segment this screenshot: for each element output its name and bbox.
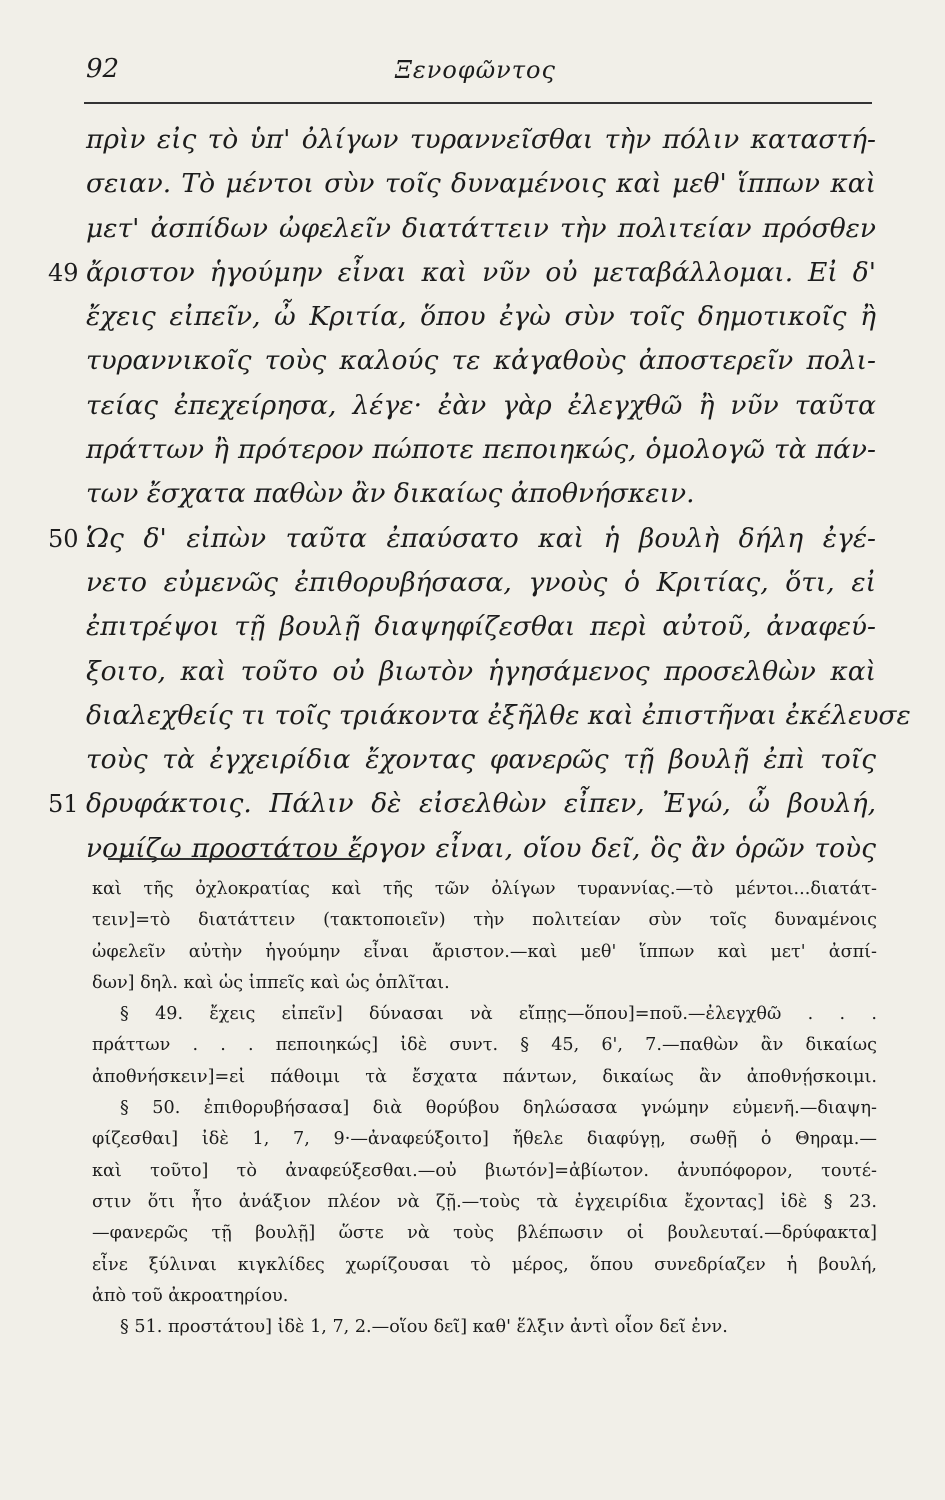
text-line bbox=[86, 384, 876, 428]
footnote-line: ἀποθνήσκειν]=εἰ πάθοιμι τὰ ἔσχατα πάντων, δικαίως ἂν ἀποθνῄσκοιμι. bbox=[92, 1066, 877, 1087]
section-number: 50 bbox=[48, 524, 79, 553]
footnote-line: καὶ τοῦτο] τὸ ἀναφεύξεσθαι.—οὐ βιωτόν]=ἀβίωτον. ἀνυπόφορον, τουτέ- bbox=[92, 1160, 877, 1181]
footnote-line: δων] δηλ. καὶ ὡς ἱππεῖς καὶ ὡς ὁπλῖται. bbox=[92, 972, 450, 993]
main-text bbox=[48, 118, 911, 871]
line-text: πρὶν εἰς τὸ ὑπ' ὀλίγων τυραννεῖσθαι τὴν πόλιν καταστή- bbox=[86, 124, 876, 155]
line-text: τείας ἐπεχείρησα, λέγε· ἐὰν γὰρ ἐλεγχθῶ ἢ νῦν ταῦτα bbox=[86, 389, 876, 421]
page-number: 92 bbox=[86, 54, 120, 84]
text-line bbox=[86, 561, 876, 605]
text-line bbox=[86, 118, 876, 162]
line-text: ἔχεις εἰπεῖν, ὦ Κριτία, ὅπου ἐγὼ σὺν τοῖς δημοτικοῖς ἢ bbox=[86, 301, 876, 333]
text-line bbox=[86, 694, 911, 738]
text-line bbox=[86, 738, 876, 782]
text-line bbox=[48, 517, 876, 561]
line-text: τυραννικοῖς τοὺς καλούς τε κἀγαθοὺς ἀποστερεῖν πολι- bbox=[86, 345, 876, 377]
footnote-rule bbox=[108, 858, 362, 860]
line-text: δρυφάκτοις. Πάλιν δὲ εἰσελθὼν εἶπεν, Ἐγώ, ὦ βουλή, bbox=[86, 788, 876, 820]
section-number: 49 bbox=[48, 258, 79, 287]
footnote-line: § 51. προστάτου] ἰδὲ 1, 7, 2.—οἵου δεῖ] καθ' ἕλξιν ἀντὶ οἷον δεῖ ἐνν. bbox=[120, 1317, 728, 1338]
footnote-line: τειν]=τὸ διατάττειν (τακτοποιεῖν) τὴν πολιτείαν σὺν τοῖς δυναμένοις bbox=[92, 910, 877, 931]
line-text: διαλεχθείς τι τοῖς τριάκοντα ἐξῆλθε καὶ ἐπιστῆναι ἐκέλευσε bbox=[86, 699, 911, 731]
line-text: των ἔσχατα παθὼν ἂν δικαίως ἀποθνήσκειν. bbox=[86, 478, 695, 510]
text-line bbox=[48, 251, 876, 295]
footnote-line: ὠφελεῖν αὐτὴν ἡγούμην εἶναι ἄριστον.—καὶ μεθ' ἵππων καὶ μετ' ἀσπί- bbox=[92, 941, 877, 962]
line-text: τοὺς τὰ ἐγχειρίδια ἔχοντας φανερῶς τῇ βουλῇ ἐπὶ τοῖς bbox=[86, 744, 876, 776]
line-text: ξοιτο, καὶ τοῦτο οὐ βιωτὸν ἡγησάμενος προσελθὼν καὶ bbox=[86, 655, 876, 687]
text-line bbox=[86, 207, 876, 251]
header-rule bbox=[84, 102, 872, 104]
footnote-line: § 50. ἐπιθορυβήσασα] διὰ θορύβου δηλώσασα γνώμην εὐμενῆ.—διαψη- bbox=[120, 1098, 877, 1119]
footnote-line: στιν ὅτι ἦτο ἀνάξιον πλέον νὰ ζῇ.—τοὺς τὰ ἐγχειρίδια ἔχοντας] ἰδὲ § 23. bbox=[92, 1191, 877, 1212]
line-text: νομίζω προστάτου ἔργον εἶναι, οἵου δεῖ, ὃς ἂν ὁρῶν τοὺς bbox=[86, 832, 876, 864]
text-line bbox=[86, 295, 876, 339]
footnote-line: —φανερῶς τῇ βουλῇ] ὥστε νὰ τοὺς βλέπωσιν οἱ βουλευταί.—δρύφακτα] bbox=[92, 1223, 877, 1244]
footnote-line: ἀπὸ τοῦ ἀκροατηρίου. bbox=[92, 1285, 289, 1306]
line-text: ἄριστον ἡγούμην εἶναι καὶ νῦν οὐ μεταβάλλομαι. Εἰ δ' bbox=[86, 256, 876, 288]
text-line bbox=[86, 650, 876, 694]
text-line bbox=[48, 782, 876, 826]
line-text: νετο εὐμενῶς ἐπιθορυβήσασα, γνοὺς ὁ Κριτίας, ὅτι, εἰ bbox=[86, 566, 876, 598]
line-text: ἐπιτρέψοι τῇ βουλῇ διαψηφίζεσθαι περὶ αὐτοῦ, ἀναφεύ- bbox=[86, 611, 876, 643]
line-text: πράττων ἢ πρότερον πώποτε πεποιηκώς, ὁμολογῶ τὰ πάν- bbox=[86, 434, 876, 466]
section-number: 51 bbox=[48, 790, 79, 819]
running-title: Ξενοφῶντος bbox=[395, 56, 556, 84]
footnote-line: καὶ τῆς ὀχλοκρατίας καὶ τῆς τῶν ὀλίγων τυραννίας.—τὸ μέντοι...διατάτ- bbox=[92, 879, 877, 899]
page-header bbox=[0, 48, 945, 88]
text-line bbox=[86, 339, 876, 383]
text-line bbox=[86, 472, 876, 516]
text-line bbox=[86, 428, 876, 472]
footnote-line: εἶνε ξύλιναι κιγκλίδες χωρίζουσαι τὸ μέρος, ὅπου συνεδρίαζεν ἡ βουλή, bbox=[92, 1254, 877, 1275]
footnote-line: § 49. ἔχεις εἰπεῖν] δύνασαι νὰ εἴπῃς—ὅπου]=ποῦ.—ἐλεγχθῶ . . . bbox=[120, 1004, 877, 1025]
line-text: Ὡς δ' εἰπὼν ταῦτα ἐπαύσατο καὶ ἡ βουλὴ δήλη ἐγέ- bbox=[86, 522, 876, 554]
text-line bbox=[86, 605, 876, 649]
line-text: σειαν. Τὸ μέντοι σὺν τοῖς δυναμένοις καὶ μεθ' ἵππων καὶ bbox=[86, 168, 876, 200]
footnotes bbox=[92, 874, 877, 1343]
text-line bbox=[86, 827, 876, 871]
text-line bbox=[86, 162, 876, 206]
line-text: μετ' ἀσπίδων ὠφελεῖν διατάττειν τὴν πολιτείαν πρόσθεν bbox=[86, 212, 876, 244]
footnote-line: πράττων . . . πεποιηκώς] ἰδὲ συντ. § 45, 6', 7.—παθὼν ἂν δικαίως bbox=[92, 1035, 877, 1056]
footnote-line: φίζεσθαι] ἰδὲ 1, 7, 9·—ἀναφεύξοιτο] ἤθελε διαφύγῃ, σωθῇ ὁ Θηραμ.— bbox=[92, 1129, 877, 1150]
